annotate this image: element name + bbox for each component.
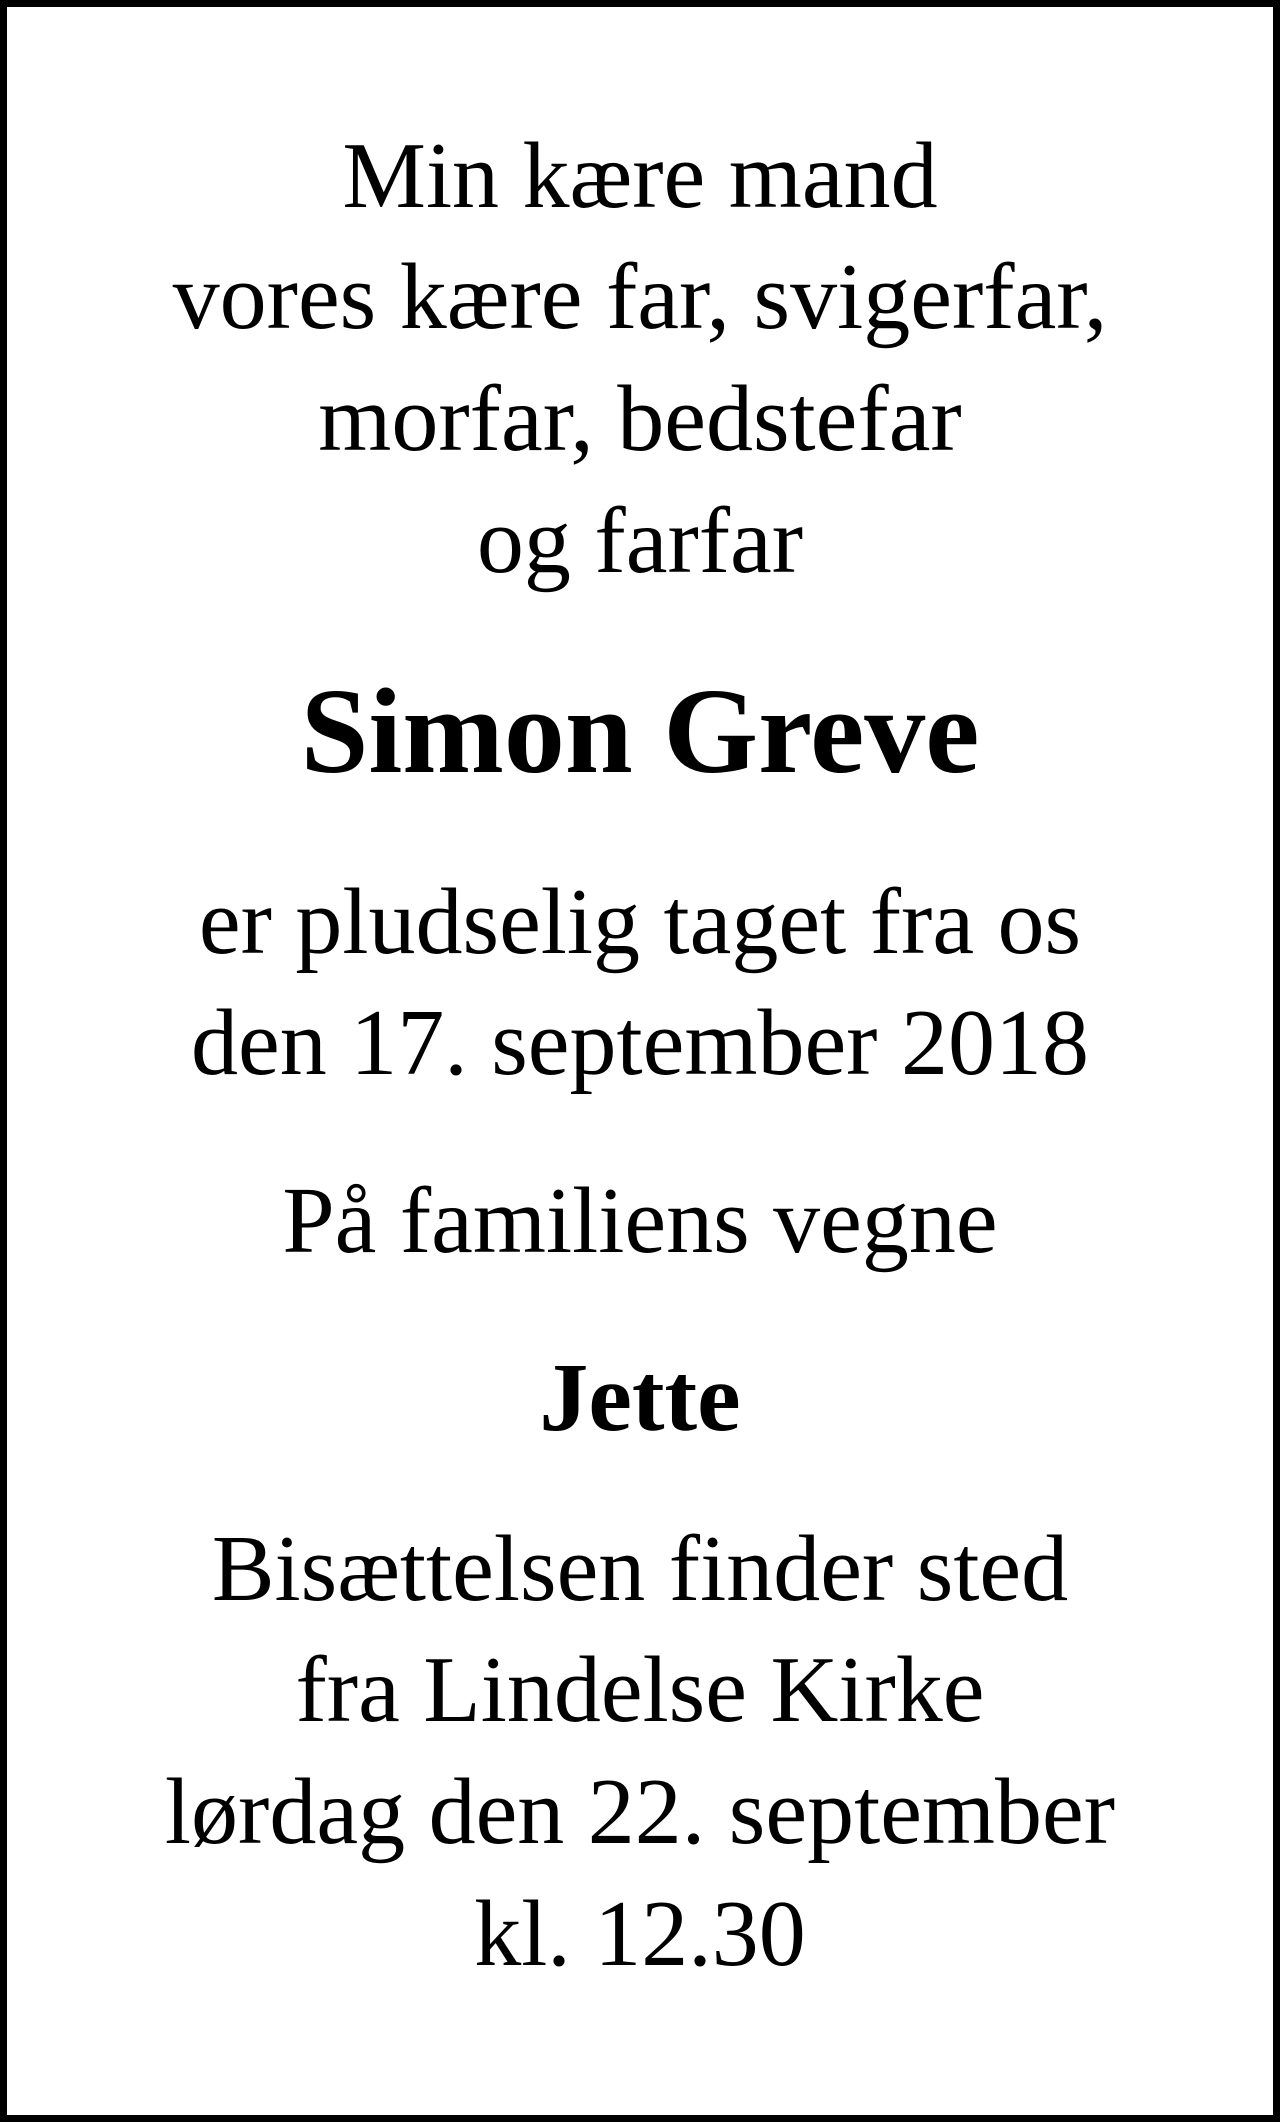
signer-name: Jette (539, 1344, 741, 1452)
death-line-2: den 17. september 2018 (190, 991, 1089, 1095)
funeral-line-3: lørdag den 22. september (164, 1760, 1116, 1864)
funeral-line-2: fra Lindelse Kirke (295, 1638, 985, 1742)
intro-line-4: og farfar (476, 489, 804, 593)
deceased-name: Simon Greve (300, 664, 980, 799)
intro-line-2: vores kære far, svigerfar, (172, 245, 1108, 349)
intro-line-1: Min kære mand (342, 124, 938, 228)
intro-line-3: morfar, bedstefar (318, 367, 962, 471)
funeral-line-1: Bisættelsen finder sted (211, 1517, 1069, 1621)
death-line-1: er pludselig taget fra os (198, 870, 1082, 974)
funeral-line-4: kl. 12.30 (474, 1882, 806, 1986)
on-behalf-line: På familiens vegne (282, 1169, 998, 1273)
